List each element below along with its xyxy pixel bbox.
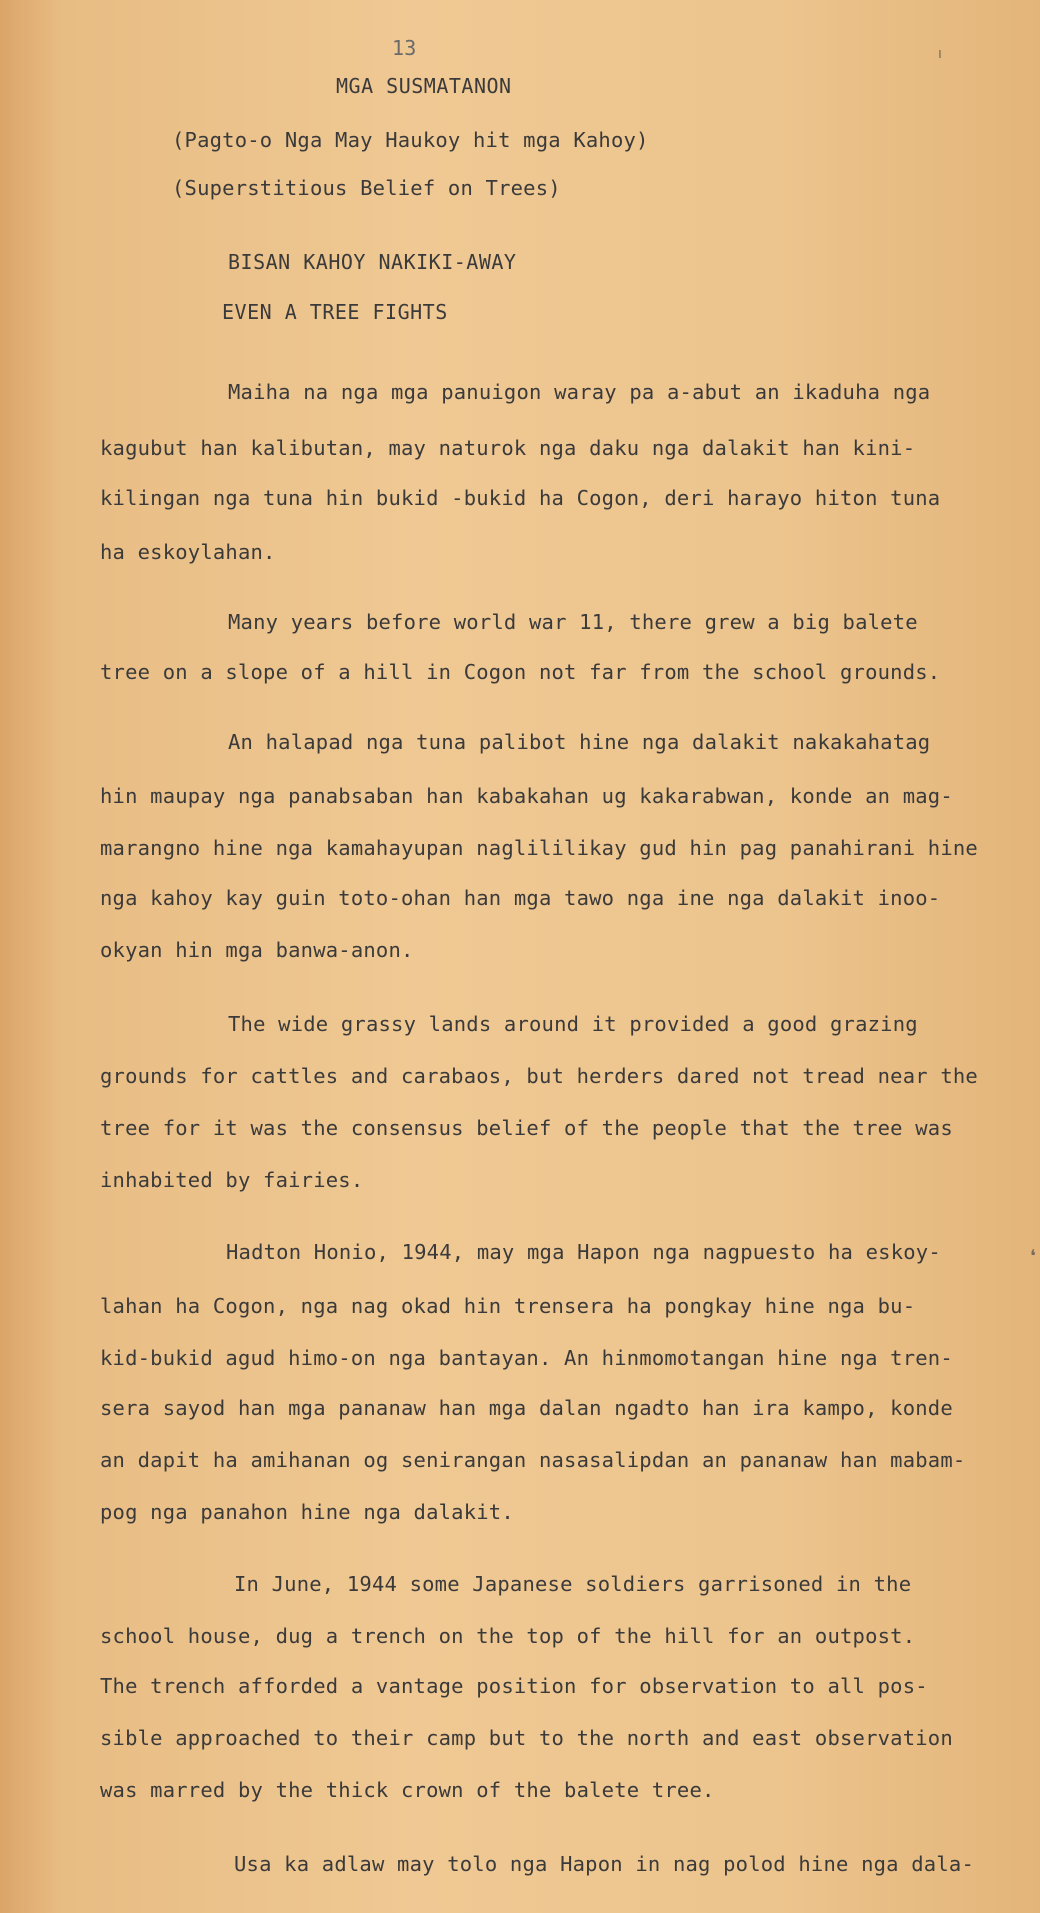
text-line: pog nga panahon hine nga dalakit.	[100, 1500, 514, 1524]
margin-mark: ı	[938, 46, 942, 62]
text-line: nga kahoy kay guin toto-ohan han mga tawo nga ine nga dalakit inoo-	[100, 886, 941, 910]
text-line: Many years before world war 11, there grew a big balete	[228, 610, 918, 634]
text-line: Usa ka adlaw may tolo nga Hapon in nag polod hine nga dala-	[234, 1852, 974, 1876]
text-line: tree on a slope of a hill in Cogon not far from the school grounds.	[100, 660, 941, 684]
text-line: An halapad nga tuna palibot hine nga dalakit nakakahatag	[228, 730, 931, 754]
text-line: was marred by the thick crown of the balete tree.	[100, 1778, 715, 1802]
margin-mark: ❛	[1030, 1246, 1036, 1267]
text-line: school house, dug a trench on the top of the hill for an outpost.	[100, 1624, 916, 1648]
text-line: kilingan nga tuna hin bukid -bukid ha Cogon, deri harayo hiton tuna	[100, 486, 941, 510]
subtitle-waray: (Pagto-o Nga May Haukoy hit mga Kahoy)	[172, 128, 649, 152]
text-line: kagubut han kalibutan, may naturok nga daku nga dalakit han kini-	[100, 436, 916, 460]
text-line: In June, 1944 some Japanese soldiers garrisoned in the	[234, 1572, 912, 1596]
subtitle-english: (Superstitious Belief on Trees)	[172, 176, 561, 200]
text-line: sible approached to their camp but to the north and east observation	[100, 1726, 953, 1750]
story-title-english: EVEN A TREE FIGHTS	[222, 300, 448, 324]
text-line: okyan hin mga banwa-anon.	[100, 938, 414, 962]
text-line: The wide grassy lands around it provided a good grazing	[228, 1012, 918, 1036]
page-number: 13	[392, 36, 417, 60]
text-line: sera sayod han mga pananaw han mga dalan ngadto han ira kampo, konde	[100, 1396, 953, 1420]
text-line: marangno hine nga kamahayupan naglililikay gud hin pag panahirani hine	[100, 836, 978, 860]
text-line: grounds for cattles and carabaos, but herders dared not tread near the	[100, 1064, 978, 1088]
text-line: inhabited by fairies.	[100, 1168, 364, 1192]
page-title: MGA SUSMATANON	[336, 74, 512, 98]
text-line: tree for it was the consensus belief of the people that the tree was	[100, 1116, 953, 1140]
text-line: kid-bukid agud himo-on nga bantayan. An hinmomotangan hine nga tren-	[100, 1346, 953, 1370]
text-line: The trench afforded a vantage position for observation to all pos-	[100, 1674, 928, 1698]
story-title-waray: BISAN KAHOY NAKIKI-AWAY	[228, 250, 517, 274]
text-line: Maiha na nga mga panuigon waray pa a-abut an ikaduha nga	[228, 380, 931, 404]
text-line: ha eskoylahan.	[100, 540, 276, 564]
text-line: Hadton Honio, 1944, may mga Hapon nga nagpuesto ha eskoy-	[226, 1240, 941, 1264]
text-line: an dapit ha amihanan og senirangan nasasalipdan an pananaw han mabam-	[100, 1448, 966, 1472]
text-line: hin maupay nga panabsaban han kabakahan ug kakarabwan, konde an mag-	[100, 784, 953, 808]
text-line: lahan ha Cogon, nga nag okad hin trensera ha pongkay hine nga bu-	[100, 1294, 916, 1318]
